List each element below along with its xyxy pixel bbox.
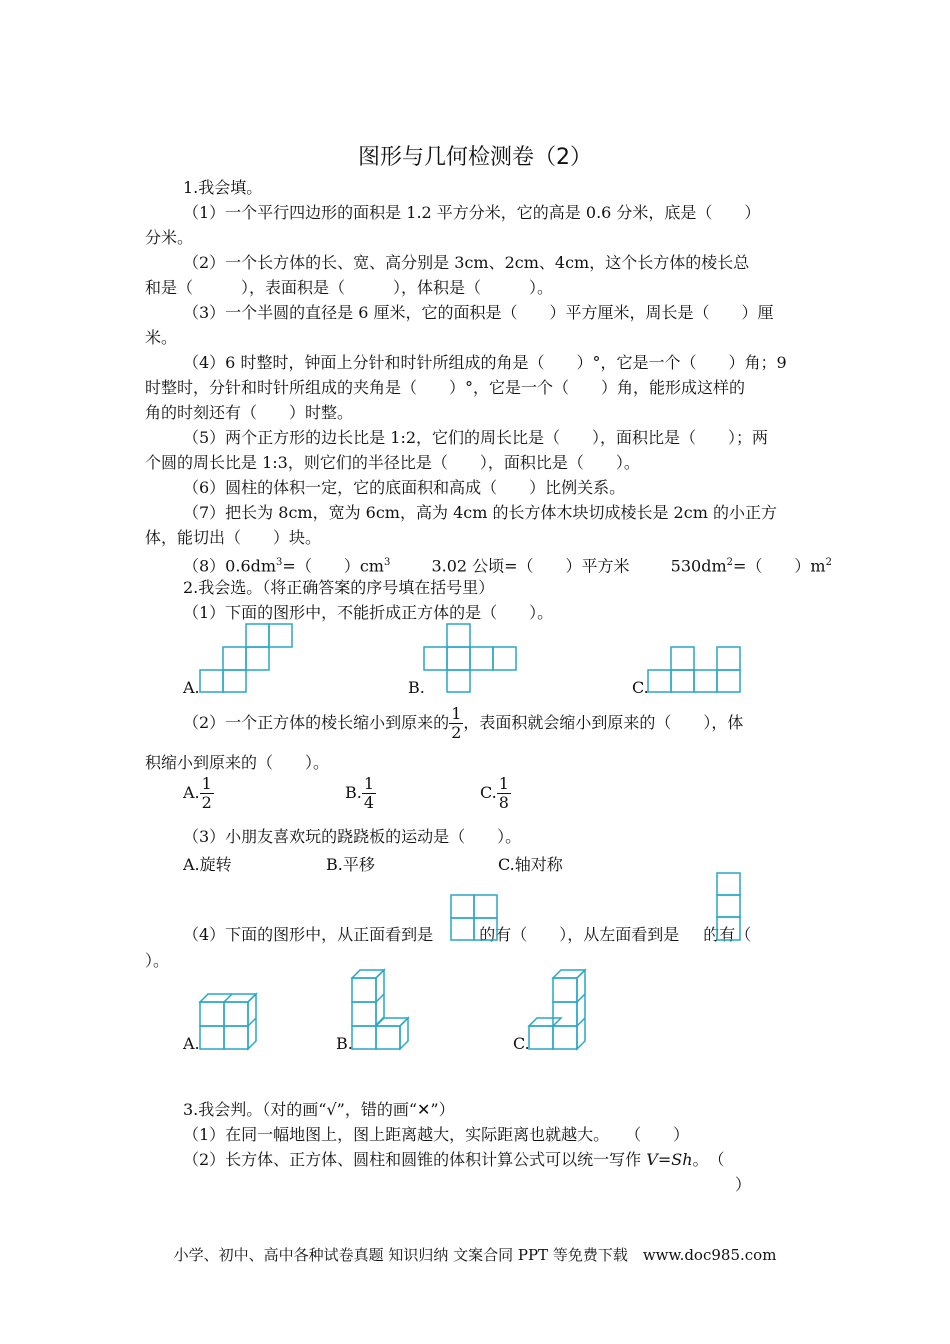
q3-2-line2: ） — [735, 1175, 752, 1194]
q2-4-option-c-label: C. — [513, 1034, 530, 1053]
front-view-2x2-figure — [451, 895, 497, 941]
page-title: 图形与几何检测卷（2） — [358, 145, 592, 170]
q1-4-line1: （4）6 时整时，钟面上分针和时针所组成的角是（ ）°，它是一个（ ）角；9 — [183, 353, 787, 372]
q1-4-line3: 角的时刻还有（ ）时整。 — [145, 403, 354, 422]
solid-a-figure — [200, 994, 260, 1052]
q2-2-line1: （2）一个正方体的棱长缩小到原来的 $\frac{1}{2}$ ，表面积就会缩小到原来的（ ），体 — [183, 704, 744, 742]
net-a-figure — [200, 623, 295, 693]
q2-4-line2: ）。 — [145, 951, 170, 970]
net-c-figure — [648, 646, 743, 693]
q1-8: $(8)0.6dm^3=$（ ）$cm^3$ 3.02 公顷=（ ）平方米 $530dm^2=$（ ）$m^2$ — [183, 556, 832, 576]
q2-4-option-b-label: B. — [336, 1034, 353, 1053]
solid-c-figure — [529, 970, 589, 1052]
q1-1-line2: 分米。 — [145, 228, 194, 247]
solid-b-figure — [352, 970, 412, 1052]
q2-3-option-a: A.旋转 — [183, 855, 232, 874]
q1-6: （6）圆柱的体积一定，它的底面积和高成（ ）比例关系。 — [183, 478, 626, 497]
fraction-half: $\frac{1}{2}$ — [451, 704, 462, 742]
q2-4-line1: （4）下面的图形中，从正面看到是 的有（ ），从左面看到是 的有（ — [183, 925, 752, 944]
q2-2-option-b: B. $\frac{1}{4}$ — [345, 774, 375, 812]
section3-heading: 3.我会判。（对的画“√”，错的画“✕”） — [183, 1100, 455, 1119]
q1-2-line2: 和是（ ），表面积是（ ），体积是（ ）。 — [145, 278, 554, 297]
q1-3-line1: （3）一个半圆的直径是 6 厘米，它的面积是（ ）平方厘米，周长是（ ）厘 — [183, 303, 774, 322]
q1-7-line2: 体，能切出（ ）块。 — [145, 528, 322, 547]
q1-3-line2: 米。 — [145, 328, 178, 347]
q2-3-option-b: B.平移 — [326, 855, 375, 874]
q2-2-line2: 积缩小到原来的（ ）。 — [145, 753, 330, 772]
q2-1-option-c-label: C. — [632, 678, 649, 697]
footer-text: 小学、初中、高中各种试卷真题 知识归纳 文案合同 PPT 等免费下载 www.doc985.com — [173, 1246, 777, 1264]
q2-1-option-a-label: A. — [183, 678, 200, 697]
q2-3: （3）小朋友喜欢玩的跷跷板的运动是（ ）。 — [183, 827, 522, 846]
q1-5-line1: （5）两个正方形的边长比是 1:2，它们的周长比是（ ），面积比是（ ）；两 — [183, 428, 769, 447]
q3-1: （1）在同一幅地图上，图上距离越大，实际距离也就越大。 （ ） — [183, 1125, 690, 1144]
q2-2-option-a: A. $\frac{1}{2}$ — [183, 774, 212, 812]
section2-heading: 2.我会选。（将正确答案的序号填在括号里） — [183, 578, 495, 597]
q1-5-line2: 个圆的周长比是 1:3，则它们的半径比是（ ），面积比是（ ）。 — [145, 453, 640, 472]
q2-1-option-b-label: B. — [408, 678, 425, 697]
left-view-column-figure — [717, 873, 741, 941]
q2-2-option-c: C. $\frac{1}{8}$ — [480, 774, 509, 812]
q1-7-line1: （7）把长为 8cm，宽为 6cm，高为 4cm 的长方体木块切成棱长是 2cm 的小正方 — [183, 503, 777, 522]
section1-heading: 1.我会填。 — [183, 178, 263, 197]
q2-3-option-c: C.轴对称 — [498, 855, 563, 874]
net-b-figure — [424, 623, 519, 693]
q2-4-option-a-label: A. — [183, 1034, 200, 1053]
q1-4-line2: 时整时，分针和时针所组成的夹角是（ ）°，它是一个（ ）角，能形成这样的 — [145, 378, 746, 397]
q3-2-line1: （2）长方体、正方体、圆柱和圆锥的体积计算公式可以统一写作 V=Sh。 （ — [183, 1150, 725, 1169]
q1-1-line1: （1）一个平行四边形的面积是 1.2 平方分米，它的高是 0.6 分米，底是（ ） — [183, 203, 761, 222]
q1-2-line1: （2）一个长方体的长、宽、高分别是 3cm、2cm、4cm，这个长方体的棱长总 — [183, 253, 750, 272]
q2-1: （1）下面的图形中，不能折成正方体的是（ ）。 — [183, 603, 554, 622]
